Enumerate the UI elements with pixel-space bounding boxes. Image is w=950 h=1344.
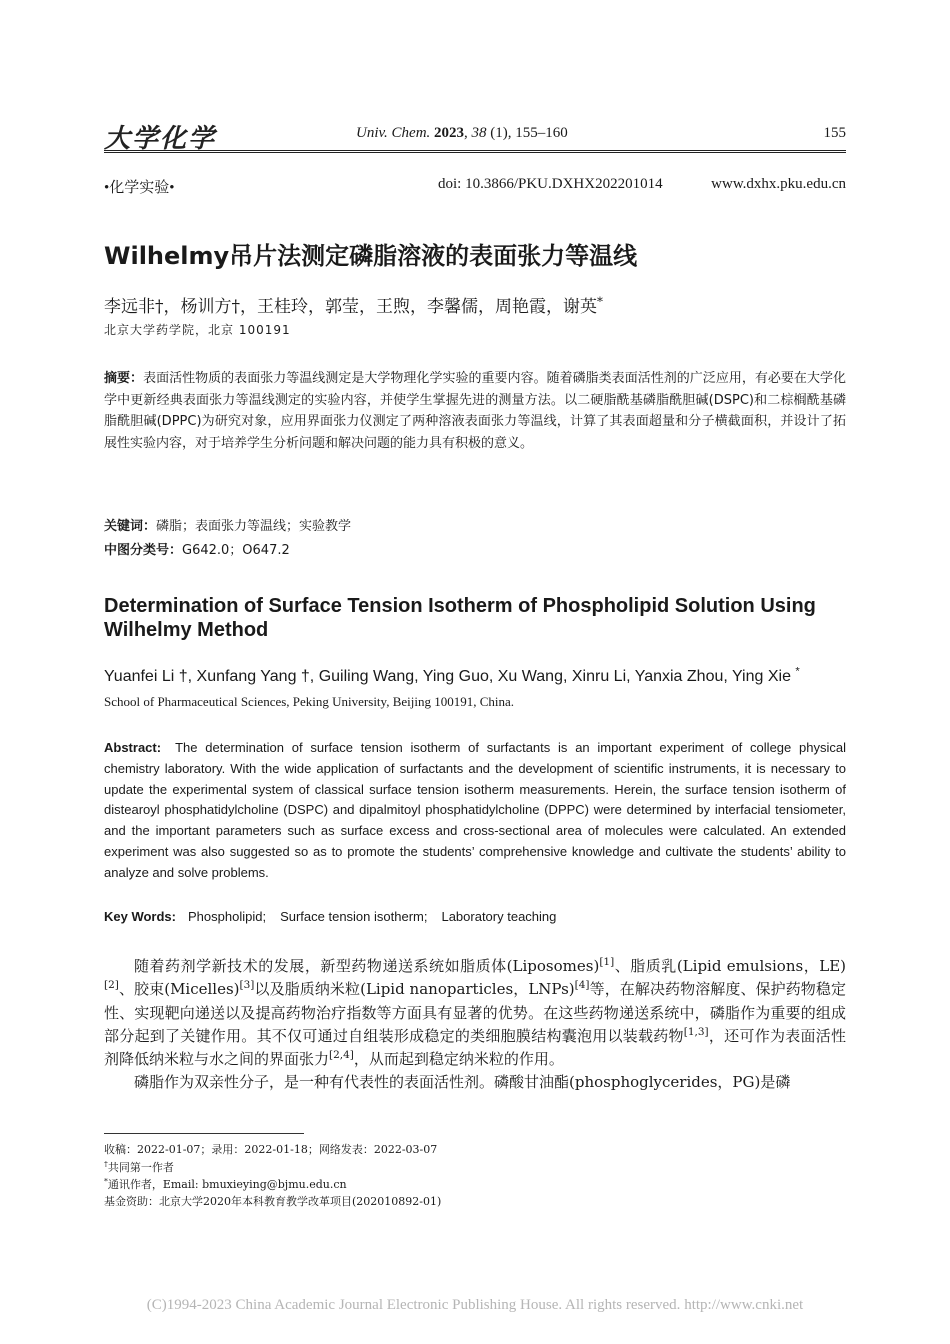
cnki-footer bbox=[0, 1297, 950, 1314]
abstract-chinese bbox=[104, 368, 846, 454]
journal-year: 2023 bbox=[434, 125, 465, 141]
citation[interactable]: [1] bbox=[599, 956, 615, 968]
body-paragraph-2: 磷脂作为双亲性分子，是一种有代表性的表面活性剂。磷酸甘油酯(phosphoglycerides，PG)是磷 bbox=[134, 1073, 791, 1092]
co-first-text: 共同第一作者 bbox=[107, 1161, 174, 1174]
page-number: 155 bbox=[823, 125, 846, 141]
body-text-span: 、胶束(Micelles) bbox=[118, 980, 240, 999]
citation[interactable]: [1,3] bbox=[683, 1025, 709, 1038]
affiliation-english: School of Pharmaceutical Sciences, Peking University, Beijing 100191, China. bbox=[104, 694, 515, 709]
corresponding-mark-cn: * bbox=[597, 294, 603, 309]
body-paragraph-1 bbox=[104, 955, 846, 1071]
body-text bbox=[104, 955, 846, 1095]
clc-label: 中图分类号： bbox=[104, 543, 183, 558]
footnote-co-first bbox=[104, 1159, 174, 1175]
body-text-span: ，从而起到稳定纳米粒的作用。 bbox=[353, 1050, 564, 1069]
journal-pages: 155–160 bbox=[515, 125, 568, 141]
keyword-item: Surface tension isotherm; bbox=[280, 909, 428, 924]
citation[interactable]: [3] bbox=[239, 979, 255, 992]
journal-abbrev: Univ. Chem. bbox=[356, 125, 431, 141]
authors-chinese-names: 李远非†，杨训方†，王桂玲，郭莹，王煦，李馨儒，周艳霞，谢英 bbox=[104, 297, 597, 317]
keywords-text-cn: 磷脂；表面张力等温线；实验教学 bbox=[156, 519, 352, 534]
citation[interactable]: [2] bbox=[104, 979, 119, 992]
abstract-label-en: Abstract: bbox=[104, 740, 162, 755]
header-rule bbox=[104, 150, 846, 153]
body-text-span: 随着药剂学新技术的发展，新型药物递送系统如脂质体(Liposomes) bbox=[134, 957, 600, 975]
corr-text: 通讯作者，Email: bmuxieying@bjmu.edu.cn bbox=[107, 1178, 347, 1191]
keyword-item: Phospholipid; bbox=[188, 909, 267, 924]
footnote-funding: 基金资助：北京大学2020年本科教育教学改革项目(202010892-01) bbox=[104, 1195, 442, 1208]
section-tag: •化学实验• bbox=[104, 180, 175, 196]
title-chinese: Wilhelmy吊片法测定磷脂溶液的表面张力等温线 bbox=[104, 242, 638, 270]
keywords-english bbox=[104, 909, 570, 924]
title-english: Determination of Surface Tension Isotherm of Phospholipid Solution Using Wilhelmy Method bbox=[104, 595, 816, 641]
footnote-rule bbox=[104, 1133, 304, 1134]
keyword-item: Laboratory teaching bbox=[441, 909, 557, 924]
keywords-label-cn: 关键词： bbox=[104, 519, 157, 534]
copyright-text: (C)1994-2023 China Academic Journal Electronic Publishing House. All rights reserved. bbox=[146, 1297, 681, 1313]
authors-english bbox=[104, 665, 800, 686]
journal-logo: 大学化学 bbox=[104, 124, 217, 154]
journal-issue: (1), bbox=[490, 125, 512, 141]
authors-english-names: Yuanfei Li †, Xunfang Yang †, Guiling Wang, Ying Guo, Xu Wang, Xinru Li, Yanxia Zhou, Ying Xie bbox=[104, 668, 791, 685]
journal-website[interactable]: www.dxhx.pku.edu.cn bbox=[711, 176, 846, 192]
abstract-english bbox=[104, 738, 846, 884]
corresponding-mark-en: * bbox=[795, 665, 800, 678]
body-text-span: ，还可作为表面活性剂降低纳米粒与水之间的界面张力 bbox=[104, 1026, 846, 1069]
footnote-corresponding bbox=[104, 1176, 347, 1192]
citation[interactable]: [2,4] bbox=[329, 1049, 354, 1062]
affiliation-chinese: 北京大学药学院，北京 100191 bbox=[104, 323, 291, 337]
authors-chinese bbox=[104, 292, 603, 317]
body-text-span: 以及脂质纳米粒(Lipid nanoparticles，LNPs) bbox=[254, 980, 575, 999]
abstract-label-cn: 摘要： bbox=[104, 371, 144, 386]
abstract-text-en: The determination of surface tension isotherm of surfactants is an important experiment of college physical chemistry laboratory. With the wide application of surfactants and the development of scientific instruments, it is necessary to update the experimental system of classical surface tension isotherm measurements. Herein, the surface tension isotherm of distearoyl phosphatidylcholine (DSPC) and dipalmitoyl phosphatidylcholine (DPPC) were determined by interfacial tensiometer, and the important parameters such as surface excess and cross-sectional area of molecules were calculated. An extended experiment was also suggested so as to promote the students’ comprehensive knowledge and cultivate the students’ ability to analyze and solve problems. bbox=[104, 740, 846, 880]
keywords-chinese bbox=[104, 515, 846, 534]
corr-mark: * bbox=[104, 1176, 108, 1186]
clc-text: G642.0；O647.2 bbox=[182, 543, 290, 558]
doi[interactable]: doi: 10.3866/PKU.DXHX202201014 bbox=[438, 176, 663, 192]
journal-volume: 38 bbox=[471, 125, 487, 141]
clc-number bbox=[104, 539, 846, 558]
journal-citation: Univ. Chem. 2023, 38 (1), 155–160 bbox=[356, 125, 568, 141]
body-text-span: 、脂质乳(Lipid emulsions，LE) bbox=[614, 957, 847, 975]
cnki-url[interactable]: http://www.cnki.net bbox=[684, 1297, 804, 1313]
body-text-span: 等，在解决药物溶解度、保护药物稳定性、实现靶向递送以及提高药物治疗指数等方面具有显著的优势。在这些药物递送系统中，磷脂作为重要的组成部分起到了关键作用。其不仅可通过自组装形成稳定的类细胞膜结构囊泡用以装载药物 bbox=[104, 980, 846, 1045]
keywords-label-en: Key Words: bbox=[104, 909, 176, 924]
citation[interactable]: [4] bbox=[574, 979, 590, 992]
co-first-mark: † bbox=[104, 1159, 108, 1169]
footnote-received: 收稿：2022-01-07；录用：2022-01-18；网络发表：2022-03-07 bbox=[104, 1143, 438, 1156]
abstract-text-cn: 表面活性物质的表面张力等温线测定是大学物理化学实验的重要内容。随着磷脂类表面活性剂的广泛应用，有必要在大学化学中更新经典表面张力等温线测定的实验内容，并使学生掌握先进的测量方法。以二硬脂酰基磷脂酰胆碱(DSPC)和二棕榈酰基磷脂酰胆碱(DPPC)为研究对象，应用界面张力仪测定了两种溶液表面张力等温线，计算了其表面超量和分子横截面积，并设计了拓展性实验内容，对于培养学生分析问题和解决问题的能力具有积极的意义。 bbox=[104, 371, 846, 451]
